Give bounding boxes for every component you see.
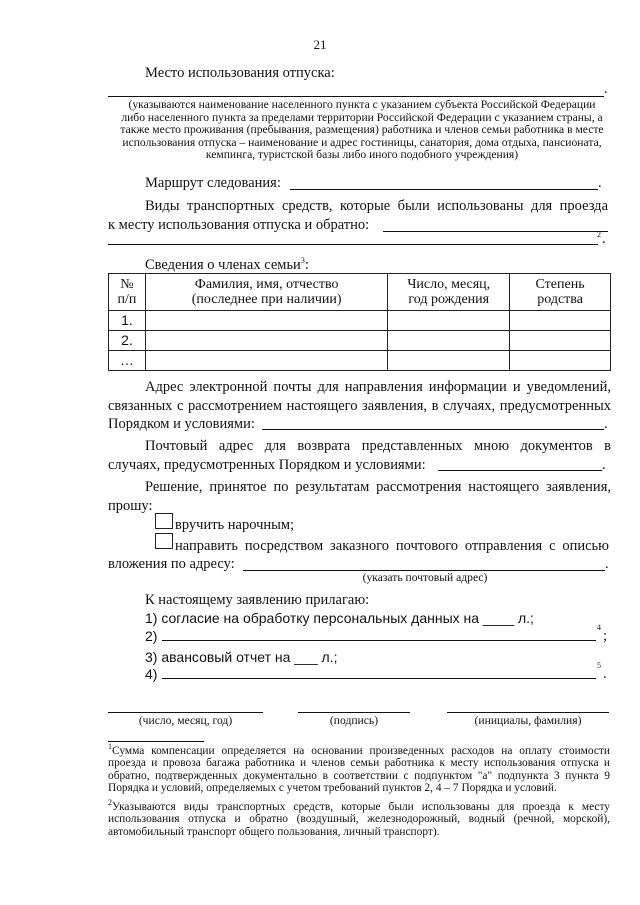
footnote-2 <box>108 798 610 838</box>
route-label: Маршрут следования: <box>145 175 281 191</box>
attachment-item-4-end: . <box>603 666 607 682</box>
attachment-item-4-footnote-mark: 5 <box>597 661 601 670</box>
row-relation-cell[interactable] <box>510 311 611 331</box>
vacation-place-end-mark: . <box>604 81 608 97</box>
transport-line2: к месту использования отпуска и обратно: <box>108 217 370 233</box>
transport-line1: Виды транспортных средств, которые были использованы для проезда <box>145 198 608 214</box>
initials-input-line[interactable] <box>447 712 609 713</box>
table-row <box>109 331 611 351</box>
row-name-cell[interactable] <box>145 311 387 331</box>
transport-footnote-mark: 2 <box>597 230 601 239</box>
family-table-header <box>109 274 611 311</box>
row-number: 2. <box>109 331 146 351</box>
initials-caption: (инициалы, фамилия) <box>474 714 582 727</box>
table-row <box>109 351 611 371</box>
header-name-line2: (последнее при наличии) <box>191 292 342 307</box>
header-number-line2: п/п <box>117 292 137 307</box>
attachment-item-1: 1) согласие на обработку персональных данных на ____ л.; <box>145 610 534 626</box>
attachment-item-2-end: ; <box>603 628 608 644</box>
header-relation-line2: родства <box>537 292 583 307</box>
header-birthdate <box>388 274 510 311</box>
email-end-mark: . <box>604 416 608 432</box>
family-label-text: Сведения о членах семьи <box>145 257 301 273</box>
postal-input-line[interactable] <box>438 470 602 471</box>
vacation-place-label: Место использования отпуска: <box>145 65 335 81</box>
hand-delivery-checkbox[interactable] <box>155 513 173 529</box>
family-label-end: : <box>304 257 309 273</box>
attachment-item-3: 3) авансовый отчет на ___ л.; <box>145 649 338 665</box>
attachment-item-2-input-line[interactable] <box>162 640 596 641</box>
vacation-place-input-line[interactable] <box>108 96 604 97</box>
footnote-1-mark: 1 <box>108 742 112 752</box>
attachments-label: К настоящему заявлению прилагаю: <box>145 592 370 608</box>
registered-mail-label: направить посредством заказного почтового отправления с описью <box>175 538 609 554</box>
mail-address-end-mark: . <box>605 556 609 572</box>
signature-caption: (подпись) <box>329 714 379 727</box>
route-end-mark: . <box>598 175 602 191</box>
header-relation-line1: Степень <box>535 277 585 292</box>
hand-delivery-label: вручить нарочным; <box>175 517 295 533</box>
postal-line1: Почтовый адрес для возврата представленных мною документов в <box>145 438 611 454</box>
route-input-line[interactable] <box>290 189 598 190</box>
decision-line1: Решение, принятое по результатам рассмотрения настоящего заявления, <box>145 479 611 495</box>
header-number-line1: № <box>120 277 134 292</box>
transport-input-line-2[interactable] <box>108 244 598 245</box>
family-label <box>145 256 309 274</box>
footnote-2-text: Указываются виды транспортных средств, которые были использованы для проезда к месту использования отпуска и обратно (воздушный, железнодорожный, водный (речной, морской), автомобильный транспорт общего пользования, личный транспорт). <box>108 801 610 838</box>
row-relation-cell[interactable] <box>510 351 611 371</box>
postal-line2: случаях, предусмотренных Порядком и условиями: <box>108 457 426 473</box>
footnote-1-text: Сумма компенсации определяется на основании произведенных расходов на оплату стоимости проезда и провоза багажа работника и членов семьи работника к месту использования отпуска и обратно, подтвержденных документально в соответствии с подпунктом "а" подпункта 3 пункта 9 Порядка и условий, определяемых с учетом требований пунктов 2, 4 – 7 Порядка и условий. <box>108 745 610 795</box>
transport-input-line-1[interactable] <box>383 231 608 232</box>
page-number: 21 <box>313 37 327 52</box>
transport-end-mark: . <box>602 231 606 247</box>
mail-address-hint: (указать почтовый адрес) <box>362 571 488 584</box>
row-name-cell[interactable] <box>145 351 387 371</box>
header-name-line1: Фамилия, имя, отчество <box>194 277 339 292</box>
family-table <box>108 273 611 371</box>
row-relation-cell[interactable] <box>510 331 611 351</box>
row-birthdate-cell[interactable] <box>388 351 510 371</box>
date-input-line[interactable] <box>108 712 263 713</box>
registered-mail-checkbox[interactable] <box>155 533 173 549</box>
header-relation <box>510 274 611 311</box>
attachment-item-2-number: 2) <box>145 628 158 644</box>
row-birthdate-cell[interactable] <box>388 331 510 351</box>
signature-input-line[interactable] <box>298 712 410 713</box>
attachment-item-4-number: 4) <box>145 666 158 682</box>
footnote-1 <box>108 742 610 795</box>
header-number <box>109 274 146 311</box>
email-line3: Порядком и условиями: <box>108 416 255 432</box>
family-footnote-mark: 3 <box>300 256 305 266</box>
header-birthdate-line2: год рождения <box>408 292 490 307</box>
email-line1: Адрес электронной почты для направления информации и уведомлений, <box>145 379 611 395</box>
attachment-item-4-input-line[interactable] <box>162 678 596 679</box>
header-birthdate-line1: Число, месяц, <box>407 277 491 292</box>
footnote-separator <box>108 741 204 742</box>
row-number: … <box>109 351 146 371</box>
date-caption: (число, месяц, год) <box>138 714 233 727</box>
footnote-2-mark: 2 <box>108 798 112 808</box>
row-birthdate-cell[interactable] <box>388 311 510 331</box>
email-line2: связанных с рассмотрением настоящего заявления, в случаях, предусмотренных <box>108 398 611 414</box>
row-number: 1. <box>109 311 146 331</box>
header-name <box>145 274 387 311</box>
vacation-place-hint: (указываются наименование населенного пункта с указанием субъекта Российской Федерации либо населенного пункта за пределами территории Российской Федерации с указанием страны, а также место проживания (пребывания, размещения) работника и членов семьи работника в месте использования отпуска – наименование и адрес гостиницы, санатория, дома отдыха, пансионата, кемпинга, туристской базы либо иного подобного учреждения) <box>120 98 604 161</box>
decision-line2: прошу: <box>108 498 153 514</box>
postal-end-mark: . <box>602 457 606 473</box>
row-name-cell[interactable] <box>145 331 387 351</box>
email-input-line[interactable] <box>262 429 604 430</box>
table-row <box>109 311 611 331</box>
attachment-item-2-footnote-mark: 4 <box>597 623 601 632</box>
registered-mail-label-cont: вложения по адресу: <box>108 556 235 572</box>
